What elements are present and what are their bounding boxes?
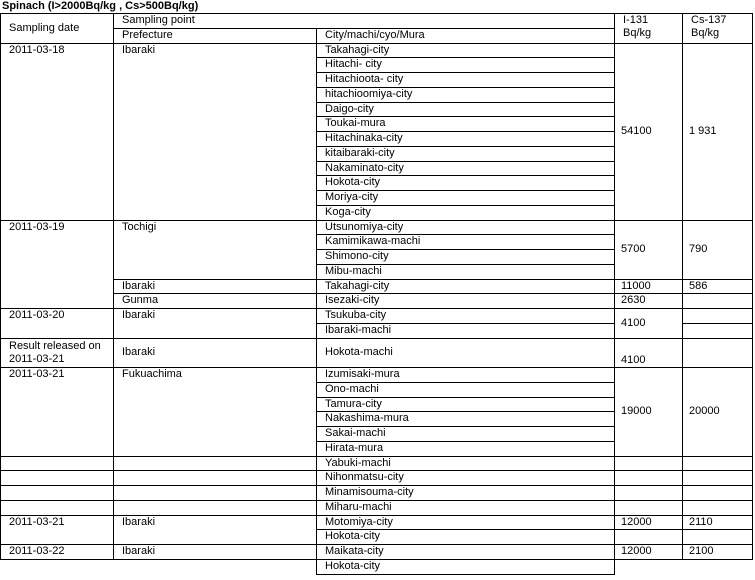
city-cell: Maikata-city <box>316 544 615 560</box>
cs137-value-cell <box>682 500 753 516</box>
city-cell: Shimono-city <box>316 249 615 265</box>
prefecture-cell: Gunma <box>113 293 317 309</box>
header-cs137 <box>682 13 753 44</box>
i131-value-cell: 12000 <box>614 544 683 560</box>
header-sampling-date: Sampling date <box>0 13 114 44</box>
i131-value-cell <box>614 500 683 516</box>
city-cell: Takahagi-city <box>316 43 615 59</box>
header-i131 <box>614 13 683 44</box>
i131-value-cell: 4100 <box>614 308 683 339</box>
city-cell: Hokota-city <box>316 559 615 575</box>
cs137-value-cell <box>682 470 753 486</box>
city-cell: Nakashima-mura <box>316 411 615 427</box>
header-city: City/machi/cyo/Mura <box>316 28 615 44</box>
city-cell: Izumisaki-mura <box>316 367 615 383</box>
sampling-date-cell: 2011-03-19 <box>0 220 114 310</box>
city-cell: Sakai-machi <box>316 426 615 442</box>
city-cell: Hitachinaka-city <box>316 131 615 147</box>
city-cell: Minamisouma-city <box>316 485 615 501</box>
i131-value-cell: 12000 <box>614 515 683 531</box>
i131-value-cell <box>614 529 683 545</box>
prefecture-cell: Ibaraki <box>113 279 317 295</box>
city-cell: Hirata-mura <box>316 441 615 457</box>
header-i131-unit: Bq/kg <box>623 27 652 39</box>
city-cell: Ono-machi <box>316 382 615 398</box>
prefecture-cell: Ibaraki <box>113 308 317 339</box>
sampling-date-cell: 2011-03-22 <box>0 544 114 560</box>
city-cell: Hokota-city <box>316 529 615 545</box>
city-cell: Toukai-mura <box>316 116 615 132</box>
cs137-value-cell <box>682 323 753 339</box>
sampling-date-cell: 2011-03-20 <box>0 308 114 339</box>
cs137-value-cell <box>682 293 753 309</box>
sampling-date-cell: 2011-03-21 <box>0 515 114 546</box>
city-cell: Hokota-machi <box>316 338 615 369</box>
i131-value-cell: 54100 <box>614 43 683 221</box>
prefecture-cell: Ibaraki <box>113 515 317 546</box>
city-cell: Yabuki-machi <box>316 456 615 472</box>
prefecture-cell <box>113 470 317 486</box>
table-title: Spinach (I>2000Bq/kg , Cs>500Bq/kg) <box>2 0 199 12</box>
city-cell: Mibu-machi <box>316 264 615 280</box>
prefecture-cell <box>113 485 317 501</box>
prefecture-cell: Ibaraki <box>113 544 317 560</box>
cs137-value-cell <box>682 485 753 501</box>
city-cell: Hitachi- city <box>316 57 615 73</box>
cs137-value-cell: 2100 <box>682 544 753 560</box>
sampling-date-cell <box>0 485 114 501</box>
city-cell: Motomiya-city <box>316 515 615 531</box>
prefecture-cell: Ibaraki <box>113 338 317 369</box>
prefecture-cell <box>113 500 317 516</box>
prefecture-cell <box>113 456 317 472</box>
cs137-value-cell: 586 <box>682 279 753 295</box>
sampling-date-cell <box>0 500 114 516</box>
i131-value-cell: 4100 <box>614 338 683 369</box>
header-prefecture: Prefecture <box>113 28 317 44</box>
i131-value-cell: 19000 <box>614 367 683 457</box>
prefecture-cell: Tochigi <box>113 220 317 280</box>
i131-value-cell: 2630 <box>614 293 683 309</box>
header-cs137-label: Cs-137 <box>691 14 727 26</box>
city-cell: Ibaraki-machi <box>316 323 615 339</box>
cs137-value-cell <box>682 456 753 472</box>
cs137-value-cell <box>682 338 753 369</box>
prefecture-cell: Fukuachima <box>113 367 317 457</box>
i131-value-cell <box>614 456 683 472</box>
city-cell: Daigo-city <box>316 102 615 118</box>
city-cell: hitachioomiya-city <box>316 87 615 103</box>
city-cell: Utsunomiya-city <box>316 220 615 236</box>
city-cell: Isezaki-city <box>316 293 615 309</box>
sampling-date-cell <box>0 456 114 472</box>
i131-value-cell: 5700 <box>614 220 683 280</box>
i131-value-cell: 11000 <box>614 279 683 295</box>
cs137-value-cell <box>682 308 753 324</box>
cs137-value-cell: 790 <box>682 220 753 280</box>
sampling-date-cell: 2011-03-18 <box>0 43 114 221</box>
city-cell: Kamimikawa-machi <box>316 234 615 250</box>
header-sampling-point: Sampling point <box>113 13 615 29</box>
i131-value-cell <box>614 470 683 486</box>
cs137-value-cell <box>682 529 753 545</box>
city-cell: kitaibaraki-city <box>316 146 615 162</box>
sampling-date-cell <box>0 470 114 486</box>
header-i131-label: I-131 <box>623 14 649 26</box>
sampling-date-cell: Result released on 2011-03-21 <box>0 338 114 369</box>
city-cell: Koga-city <box>316 205 615 221</box>
city-cell: Tamura-city <box>316 397 615 413</box>
i131-value-cell <box>614 485 683 501</box>
sampling-date-cell: 2011-03-21 <box>0 367 114 457</box>
city-cell: Hitachioota- city <box>316 72 615 88</box>
prefecture-cell: Ibaraki <box>113 43 317 221</box>
city-cell: Hokota-city <box>316 175 615 191</box>
cs137-value-cell: 1 931 <box>682 43 753 221</box>
cs137-value-cell: 2110 <box>682 515 753 531</box>
city-cell: Tsukuba-city <box>316 308 615 324</box>
city-cell: Nakaminato-city <box>316 161 615 177</box>
city-cell: Nihonmatsu-city <box>316 470 615 486</box>
header-cs137-unit: Bq/kg <box>691 27 720 39</box>
city-cell: Takahagi-city <box>316 279 615 295</box>
cs137-value-cell: 20000 <box>682 367 753 457</box>
city-cell: Miharu-machi <box>316 500 615 516</box>
city-cell: Moriya-city <box>316 190 615 206</box>
